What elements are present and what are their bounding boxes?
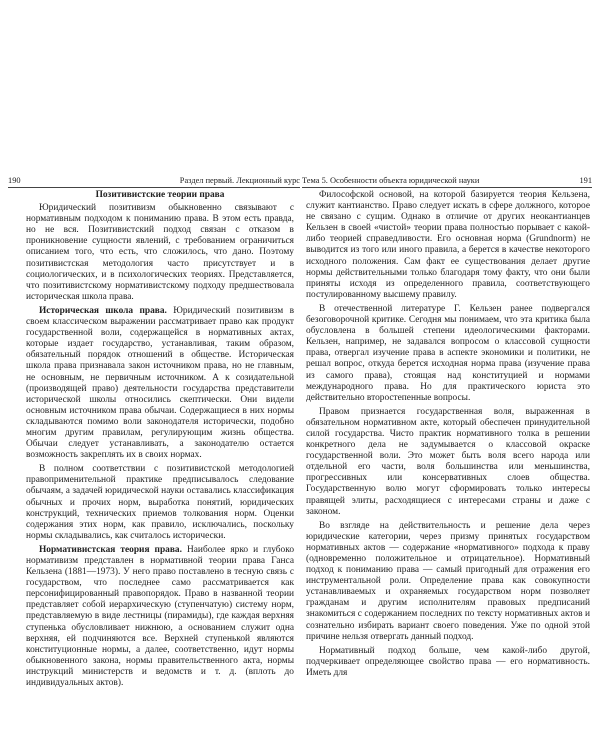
right-page xyxy=(302,175,592,678)
page-number: 190 xyxy=(8,175,21,185)
paragraph: В отечественной литературе Г. Кельзен ранее подвергался безоговорочной критике. Сегодня мы понимаем, что эта критика была обусловлена в большей степени идеологическими факторами. Кельзен, например, не задавался вопросом о классовой сущности права, отвергал изучение права в аспекте экономики и политики, не решал вопрос, откуда берется исходная норма права (изучение права из самого права), стоящая над конституцией и нормами международного права. Но для практического юриста это действительно второстепенные вопросы. xyxy=(306,303,590,403)
paragraph-lead: Нормативистская теория права. xyxy=(39,544,182,555)
paragraph: Правом признается государственная воля, выраженная в обязательном нормативном акте, который обеспечен принудительной силой государства. Чисто практик нормативного толка в решении конкретного дела не задумывается о классовой окраске государственной воли. Это может быть воля всего народа или отдельной его части, воля большинства или меньшинства, прогрессивных или консервативных слоев общества. Государственную волю могут сформировать только интересы правящей элиты, расходящиеся с интересами страны и даже с законом. xyxy=(306,406,590,517)
section-title: Позитивистские теории права xyxy=(95,190,225,200)
paragraph: Юридический позитивизм обыкновенно связывают с нормативным подходом к пониманию права. В этом есть правда, но не вся. Позитивистский подход связан с отказом в проникновение сущности явлений, с требованием ограничиться описанием того, что есть, что сложилось, что дано. Поэтому позитивистская методология часто присутствует и в социологических, и в психологических теориях. Представляется, что позитивистскому нормативистскому подходу предшествовала историческая школа права. xyxy=(26,203,294,302)
running-head xyxy=(8,175,300,188)
running-head xyxy=(302,175,592,188)
running-title: Тема 5. Особенности объекта юридической науки xyxy=(302,175,480,185)
paragraph-lead: Историческая школа права. xyxy=(39,305,167,316)
paragraph: Нормативистская теория права. Наиболее ярко и глубоко нормативизм представлен в нормативной теории права Ганса Кельзена (1881—1973). У него право поставлено в тесную связь с государством, что последнее само рассматривается как персонифицированный правопорядок. Право в названной теории представляет собой иерархическую (ступенчатую) систему норм, представляемую в виде лестницы (пирамиды), где каждая верхняя ступенька обусловливает нижнюю, а основанием служит одна верхняя, ей подчиняются все. Верхней ступенькой являются конституционные нормы, а далее, соответственно, идут нормы обыкновенного закона, нормы правительственного акта, нормы инструкций министерств и ведомств и т. д. (вплоть до индивидуальных актов). xyxy=(26,544,295,689)
paragraph: Нормативный подход больше, чем какой-либо другой, подчеркивает определяющее свойство права — его нормативность. Иметь для xyxy=(306,645,590,678)
left-page xyxy=(8,175,300,689)
paragraph: Философской основой, на которой базируется теория Кельзена, служит кантианство. Право следует искать в сфере должного, которое не связано с сущим. Однако в отличие от других неокантианцев Кельзен в своей «чистой» теории права полностью порывает с какой-либо теорией справедливости. Его основная норма (Grundnorm) не выводится из того или иного правила, а берется в качестве некоторого исходного положения. Сам факт ее существования делает другие нормы действительными только благодаря тому факту, что они были приняты исходя из определенного правила, соответствующего постулированному высшему правилу. xyxy=(306,190,590,300)
paragraph: Историческая школа права. Юридический позитивизм в своем классическом выражении рассматривает право как продукт государственной воли, содержащейся в нормативных актах, которые издает государство, устанавливая, таким образом, обязательный порядок отношений в обществе. Историческая школа права признавала закон источником права, но не главным, не основным, не первичным источником. А к созидательной (производящей право) деятельности государства представители исторической школы относились скептически. Они видели основным источником права обычаи. Содержащиеся в них нормы складываются помимо воли законодателя исторически, подобно многим другим правилам, регулирующим жизнь общества. Обычаи следует устанавливать, а законодателю остается возможность закреплять их в своих нормах. xyxy=(26,305,294,461)
paragraph: В полном соответствии с позитивистской методологией правоприменительной практике предписывалось следование обычаям, а задачей юридической науки оставались классификация обычных и прочих норм, выработка понятий, юридических конструкций, технических приемов толкования норм. Оценки содержания этих норм, как правило, исключались, поскольку нормы складывались, как считалось исторически. xyxy=(26,464,294,541)
page-number: 191 xyxy=(579,175,592,185)
paragraph: Во взгляде на действительность и решение дела через юридические категории, через призму принятых государством нормативных актов — содержание «нормативного» подхода к праву (одновременно положительное и отрицательное). Нормативный подход к пониманию права — самый пригодный для отражения его инструментальной роли. Определение права как совокупности устанавливаемых и охраняемых государством норм позволяет гражданам и другим исполнителям правовых предписаний знакомиться с содержанием последних по тексту нормативных актов и сознательно избирать вариант своего поведения. Уже по одной этой причине нельзя отвергать данный подход. xyxy=(306,520,590,642)
running-title: Раздел первый. Лекционный курс xyxy=(179,175,300,185)
